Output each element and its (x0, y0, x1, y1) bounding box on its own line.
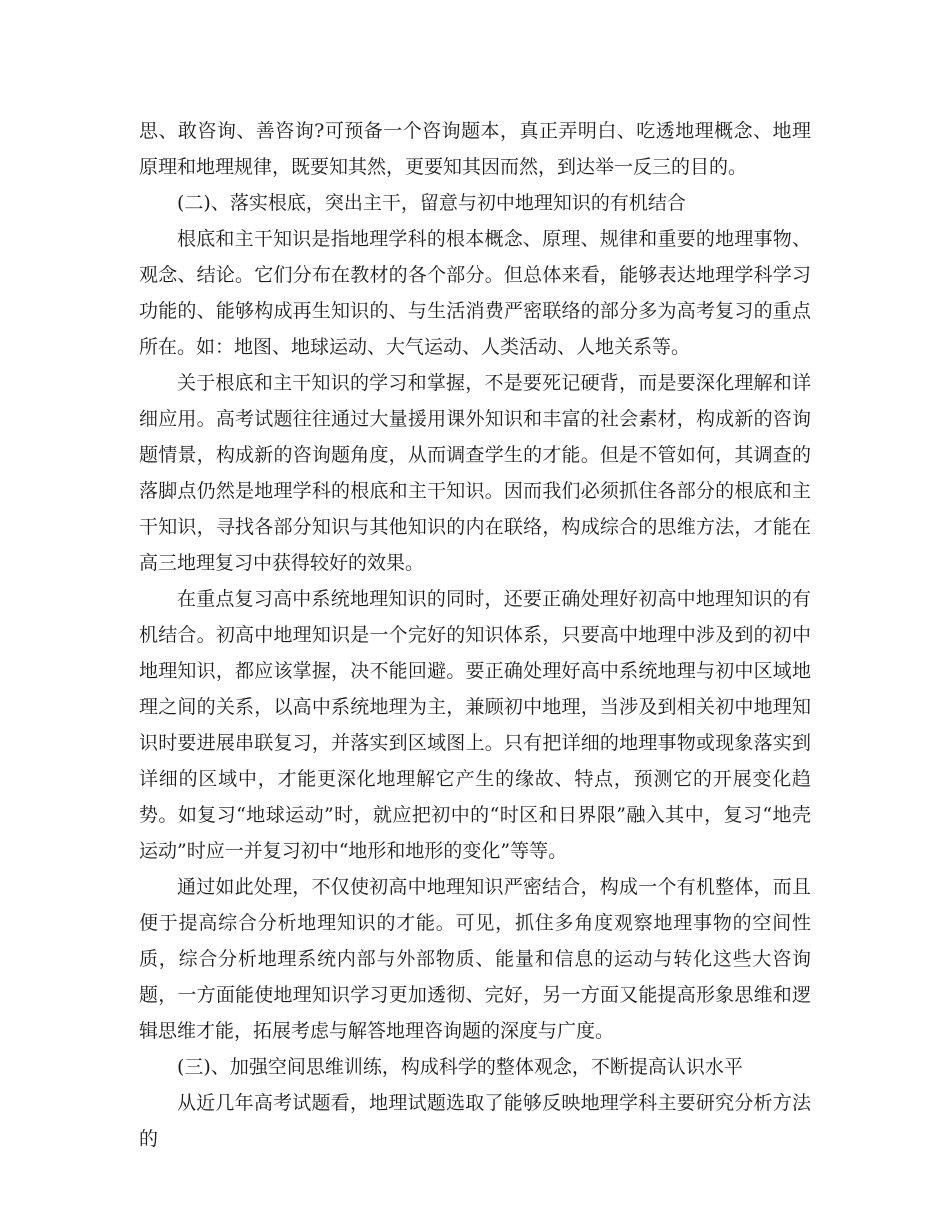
paragraph-exam-trends: 从近几年高考试题看，地理试题选取了能够反映地理学科主要研究分析方法的 (139, 1092, 811, 1150)
section-heading-2: (二)、落实根底，突出主干，留意与初中地理知识的有机结合 (177, 192, 686, 214)
paragraph-integration: 在重点复习高中系统地理知识的同时，还要正确处理好初高中地理知识的有机结合。初高中地理知识是一个完好的知识体系，只要高中地理中涉及到的初中地理知识，都应该掌握，决不能回避。要正确处理好高中系统地理与初中区域地理之间的关系，以高中系统地理为主，兼顾初中地理，当涉及到相关初中地理知识时要进展串联复习，并落实到区域图上。只有把详细的地理事物或现象落实到详细的区域中，才能更深化地理解它产生的缘故、特点，预测它的开展变化趋势。如复习“地球运动”时，就应把初中的“时区和日界限”融入其中，复习“地壳运动”时应一并复习初中“地形和地形的变化”等等。 (139, 588, 811, 862)
document-body (139, 113, 811, 1157)
section-heading-3: (三)、加强空间思维训练，构成科学的整体观念，不断提高认识水平 (177, 1056, 743, 1078)
paragraph-mastery: 关于根底和主干知识的学习和掌握，不是要死记硬背，而是要深化理解和详细应用。高考试题往往通过大量援用课外知识和丰富的社会素材，构成新的咨询题情景，构成新的咨询题角度，从而调查学生的才能。但是不管如何，其调查的落脚点仍然是地理学科的根底和主干知识。因而我们必须抓住各部分的根底和主干知识，寻找各部分知识与其他知识的内在联络，构成综合的思维方法，才能在高三地理复习中获得较好的效果。 (139, 372, 811, 574)
paragraph-basics: 根底和主干知识是指地理学科的根本概念、原理、规律和重要的地理事物、观念、结论。它们分布在教材的各个部分。但总体来看，能够表达地理学科学习功能的、能够构成再生知识的、与生活消费严密联络的部分多为高考复习的重点所在。如：地图、地球运动、大气运动、人类活动、人地关系等。 (139, 228, 811, 358)
paragraph-continuation: 思、敢咨询、善咨询?可预备一个咨询题本，真正弄明白、吃透地理概念、地理原理和地理规律，既要知其然，更要知其因而然，到达举一反三的目的。 (139, 120, 811, 178)
paragraph-benefits: 通过如此处理，不仅使初高中地理知识严密结合，构成一个有机整体，而且便于提高综合分析地理知识的才能。可见，抓住多角度观察地理事物的空间性质，综合分析地理系统内部与外部物质、能量和信息的运动与转化这些大咨询题，一方面能使地理知识学习更加透彻、完好，另一方面又能提高形象思维和逻辑思维才能，拓展考虑与解答地理咨询题的深度与广度。 (139, 876, 811, 1042)
